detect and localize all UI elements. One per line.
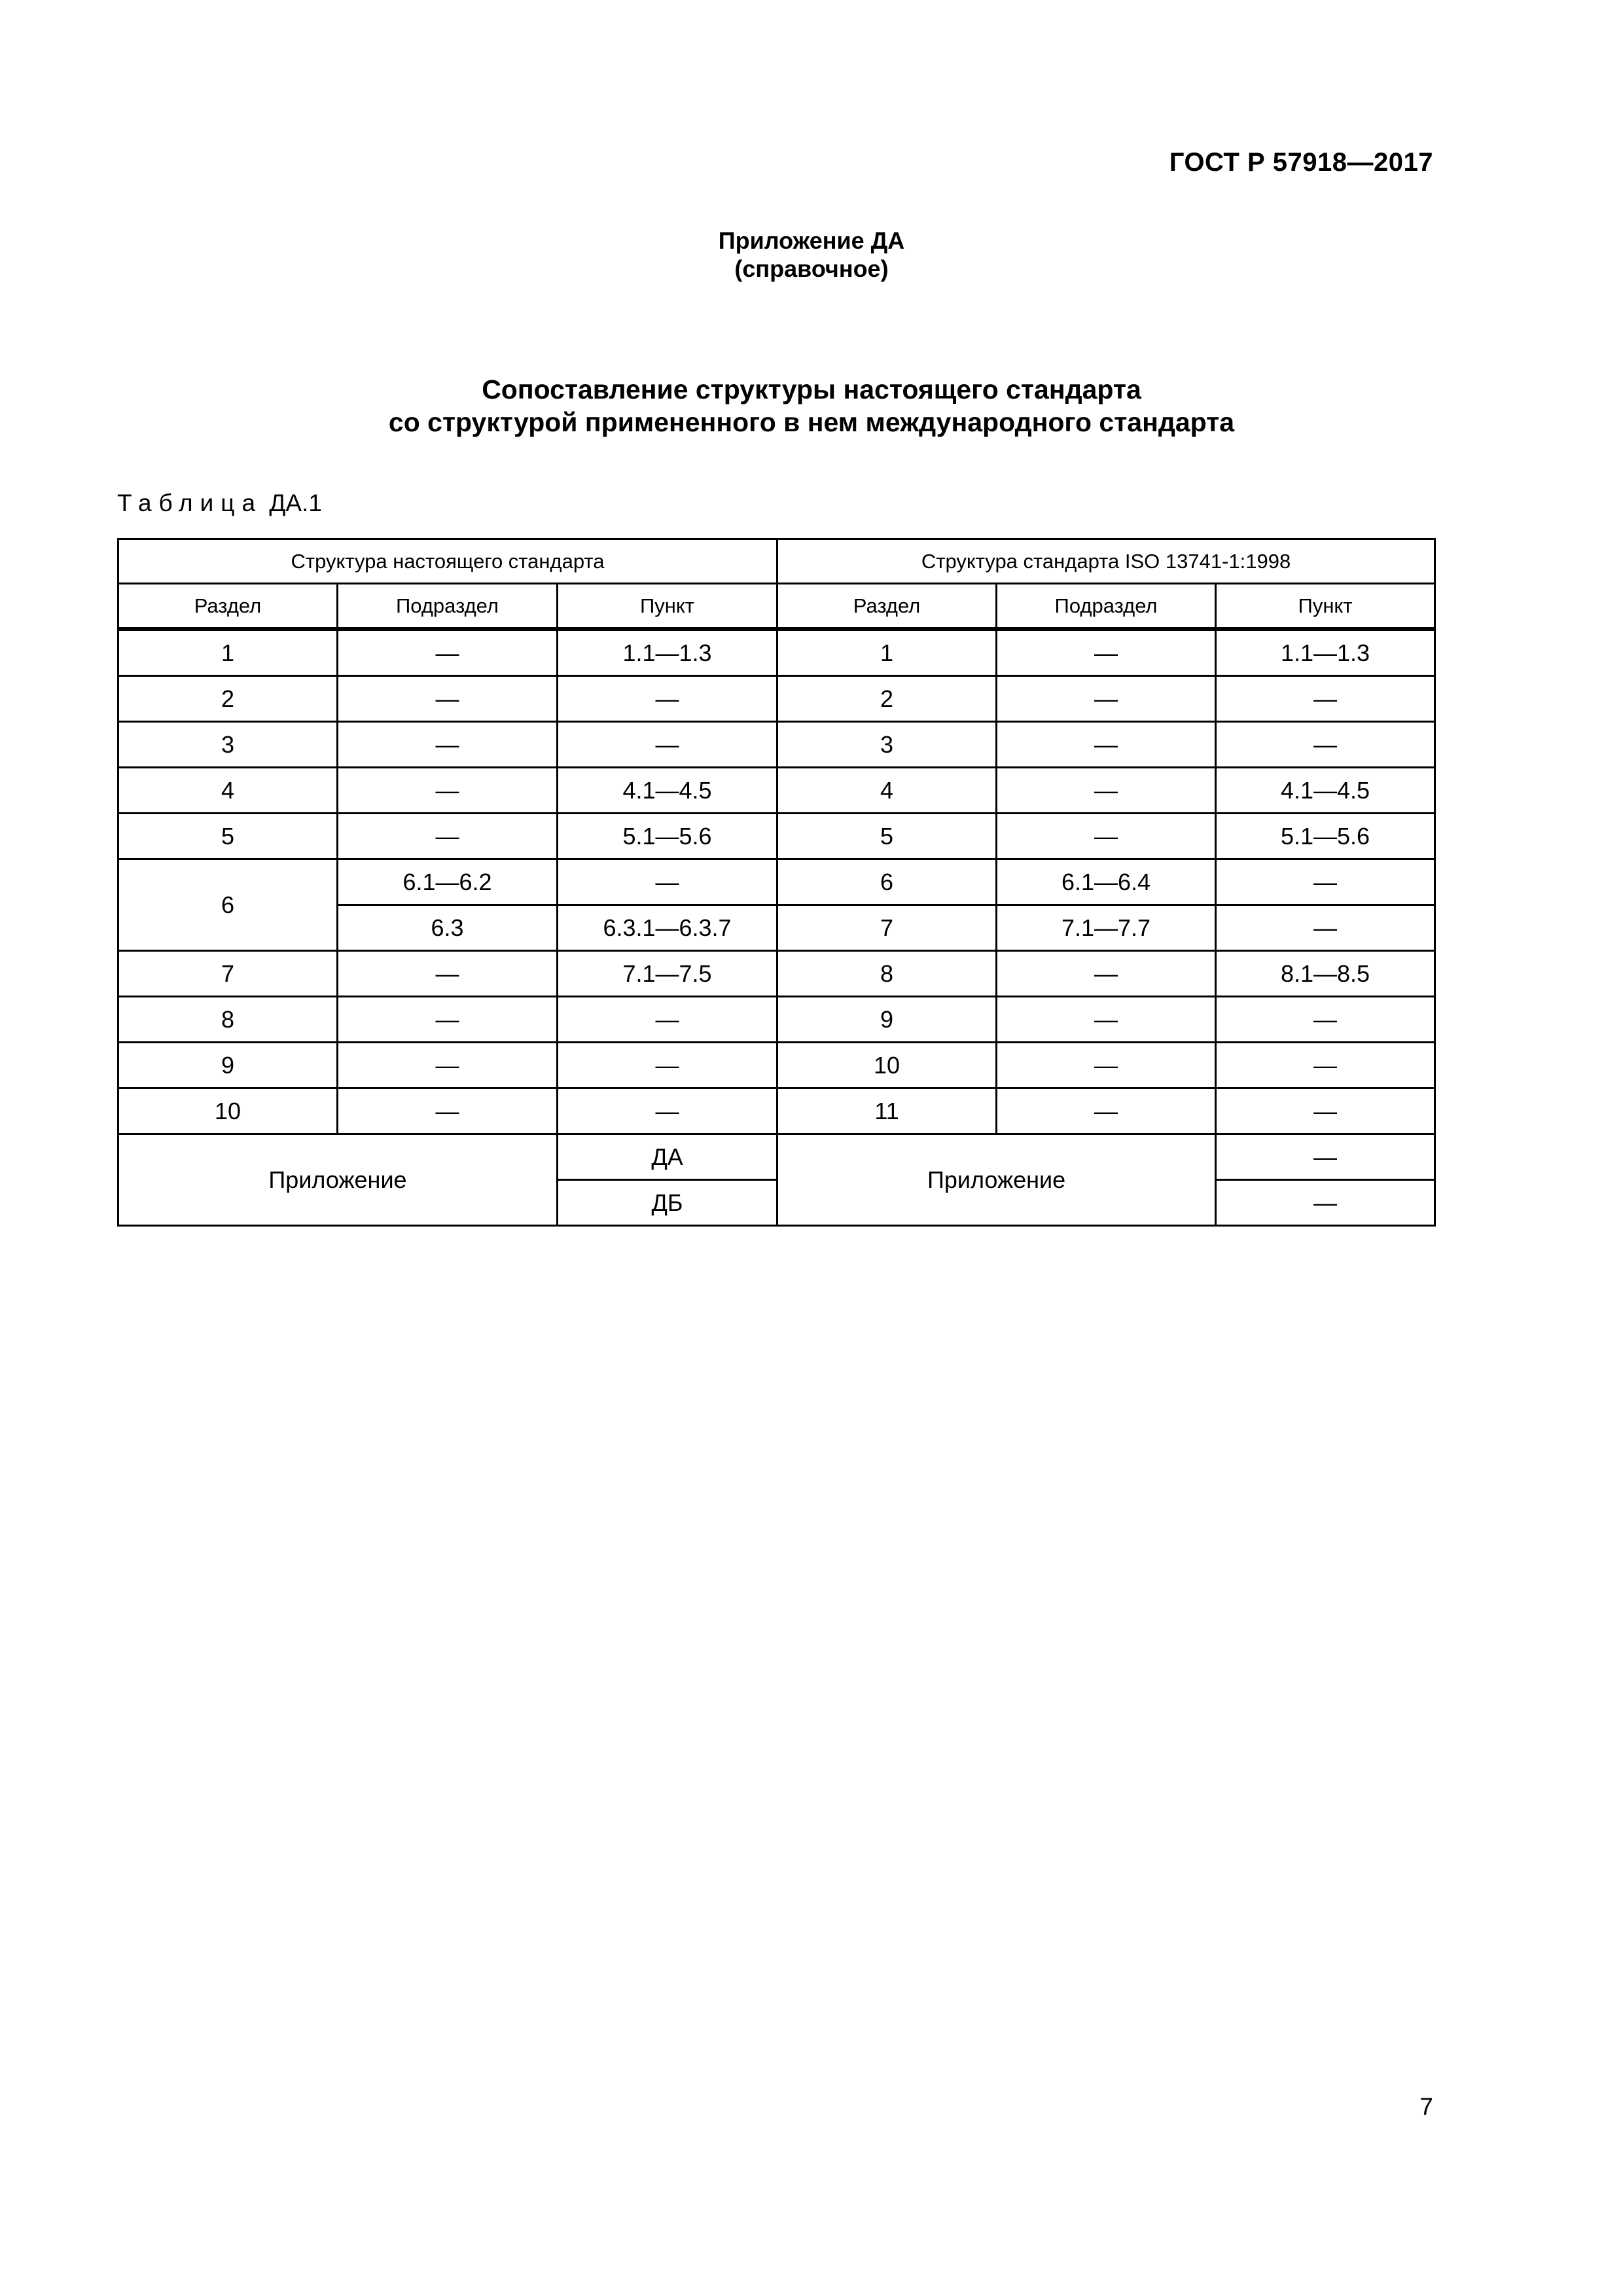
table-row	[118, 768, 1435, 814]
group-header-iso: Структура стандарта ISO 13741-1:1998	[777, 539, 1435, 584]
table-cell: 10	[118, 1088, 338, 1134]
table-cell: 2	[118, 676, 338, 722]
table-caption	[117, 490, 322, 517]
table-cell: —	[558, 722, 777, 768]
table-cell: —	[1216, 997, 1435, 1043]
table-cell: 3	[777, 722, 997, 768]
table-cell: 1	[118, 629, 338, 676]
col-header-clause: Пункт	[1216, 584, 1435, 630]
table-cell: 7.1—7.7	[997, 905, 1216, 951]
table-cell: 6	[118, 859, 338, 951]
table-group-header-row	[118, 539, 1435, 584]
annex-title: Приложение ДА	[718, 227, 905, 254]
table-cell: 6.1—6.2	[338, 859, 558, 905]
table-column-header-row	[118, 584, 1435, 630]
table-row	[118, 859, 1435, 905]
table-cell: —	[338, 997, 558, 1043]
table-cell: —	[558, 1043, 777, 1088]
table-cell: —	[997, 1088, 1216, 1134]
table-cell: 11	[777, 1088, 997, 1134]
table-row	[118, 997, 1435, 1043]
table-cell: 3	[118, 722, 338, 768]
col-header-section: Раздел	[777, 584, 997, 630]
table-cell: ДБ	[558, 1180, 777, 1226]
table-row	[118, 1043, 1435, 1088]
table-cell: 9	[777, 997, 997, 1043]
table-caption-number: ДА.1	[269, 490, 322, 516]
table-cell: —	[1216, 722, 1435, 768]
table-cell: 5	[777, 814, 997, 859]
table-cell: 4	[118, 768, 338, 814]
table-cell: —	[558, 676, 777, 722]
title-line-2: со структурой примененного в нем международного стандарта	[388, 407, 1235, 437]
table-cell: —	[1216, 1134, 1435, 1180]
table-cell: 6.3	[338, 905, 558, 951]
table-cell: —	[558, 997, 777, 1043]
table-cell: 4	[777, 768, 997, 814]
table-cell: 7	[777, 905, 997, 951]
document-code: ГОСТ Р 57918—2017	[1169, 148, 1433, 177]
table-row	[118, 1088, 1435, 1134]
table-row	[118, 629, 1435, 676]
table-cell: —	[1216, 905, 1435, 951]
col-header-clause: Пункт	[558, 584, 777, 630]
table-cell: —	[997, 722, 1216, 768]
table-row	[118, 722, 1435, 768]
table-cell: 6.3.1—6.3.7	[558, 905, 777, 951]
table-cell: —	[1216, 859, 1435, 905]
table-cell: 1.1—1.3	[558, 629, 777, 676]
table-cell: 7	[118, 951, 338, 997]
table-row	[118, 814, 1435, 859]
annex-label-current: Приложение	[118, 1134, 558, 1226]
table-cell: —	[338, 722, 558, 768]
col-header-subsection: Подраздел	[338, 584, 558, 630]
table-cell: —	[997, 676, 1216, 722]
table-cell: —	[997, 951, 1216, 997]
table-cell: 5	[118, 814, 338, 859]
table-cell: —	[338, 814, 558, 859]
table-cell: —	[997, 629, 1216, 676]
table-cell: 4.1—4.5	[558, 768, 777, 814]
table-cell: 5.1—5.6	[1216, 814, 1435, 859]
document-title	[0, 373, 1623, 439]
table-cell: 1	[777, 629, 997, 676]
table-cell: —	[338, 768, 558, 814]
table-row	[118, 951, 1435, 997]
table-cell: —	[997, 1043, 1216, 1088]
table-cell: 2	[777, 676, 997, 722]
table-cell: 9	[118, 1043, 338, 1088]
table-cell: ДА	[558, 1134, 777, 1180]
table-cell: 8	[777, 951, 997, 997]
annex-subtitle: (справочное)	[734, 255, 889, 282]
col-header-section: Раздел	[118, 584, 338, 630]
table-cell: 8	[118, 997, 338, 1043]
table-cell: —	[338, 1088, 558, 1134]
table-cell: 4.1—4.5	[1216, 768, 1435, 814]
table-cell: —	[338, 676, 558, 722]
table-cell: —	[1216, 1043, 1435, 1088]
table-cell: —	[558, 859, 777, 905]
page-number: 7	[1419, 2093, 1433, 2120]
table-cell: 6	[777, 859, 997, 905]
table-cell: —	[338, 1043, 558, 1088]
comparison-table	[117, 538, 1436, 1227]
table-row	[118, 676, 1435, 722]
table-cell: 6.1—6.4	[997, 859, 1216, 905]
table-cell: 8.1—8.5	[1216, 951, 1435, 997]
table-row-annex	[118, 1134, 1435, 1180]
title-line-1: Сопоставление структуры настоящего стандарта	[482, 374, 1141, 404]
table-cell: 7.1—7.5	[558, 951, 777, 997]
annex-heading	[0, 226, 1623, 283]
table-cell: —	[1216, 1088, 1435, 1134]
table-cell: 5.1—5.6	[558, 814, 777, 859]
table-cell: —	[558, 1088, 777, 1134]
table-cell: —	[338, 951, 558, 997]
table-cell: —	[1216, 676, 1435, 722]
annex-label-iso: Приложение	[777, 1134, 1216, 1226]
table-cell: 10	[777, 1043, 997, 1088]
table-cell: 1.1—1.3	[1216, 629, 1435, 676]
table-cell: —	[997, 768, 1216, 814]
col-header-subsection: Подраздел	[997, 584, 1216, 630]
table-cell: —	[997, 814, 1216, 859]
table-caption-word: Таблица	[117, 490, 263, 516]
table-cell: —	[338, 629, 558, 676]
table-cell: —	[997, 997, 1216, 1043]
table-cell: —	[1216, 1180, 1435, 1226]
group-header-current: Структура настоящего стандарта	[118, 539, 777, 584]
